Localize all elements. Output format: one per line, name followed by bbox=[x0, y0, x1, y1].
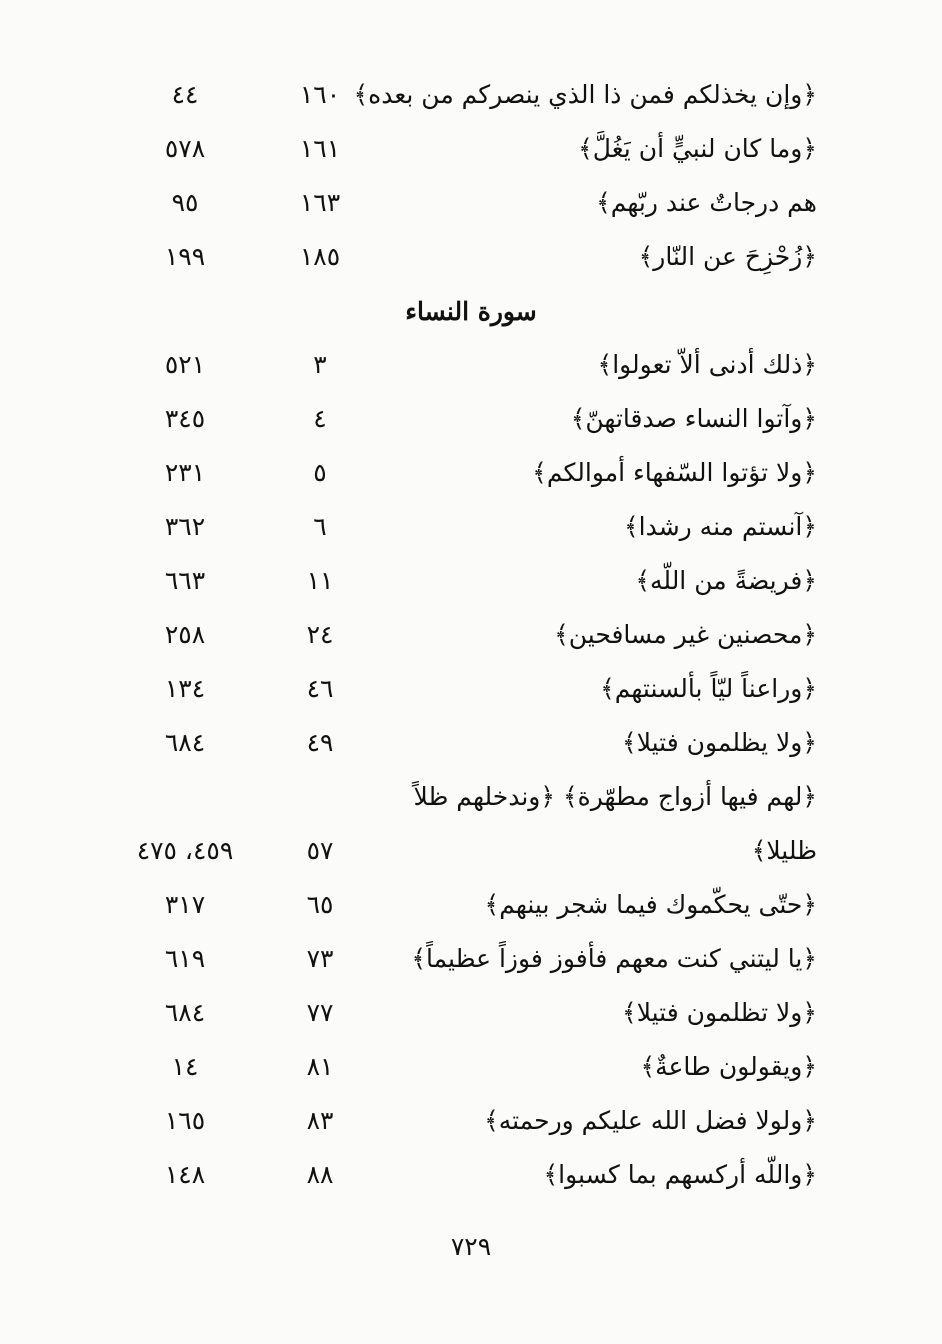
verse-text: ﴿آنستم منه رشدا﴾ bbox=[623, 512, 817, 541]
ayah-number: ٥٧ bbox=[306, 836, 334, 865]
index-row bbox=[0, 122, 942, 176]
page-reference: ٣٦٢ bbox=[164, 512, 206, 541]
page-reference: ٦١٩ bbox=[164, 944, 206, 973]
index-row bbox=[0, 1148, 942, 1202]
ayah-number: ٤٦ bbox=[306, 674, 334, 703]
index-row bbox=[0, 392, 942, 446]
verse-text: ﴿وراعناً ليّاً بألسنتهم﴾ bbox=[600, 674, 817, 703]
page-reference: ٢٥٨ bbox=[164, 620, 206, 649]
verse-text: هم درجاتٌ عند ربّهم﴾ bbox=[596, 188, 817, 217]
verse-text: ﴿لهم فيها أزواج مطهّرة﴾ ﴿وندخلهم ظلاً bbox=[413, 782, 817, 811]
ayah-number: ٥ bbox=[313, 458, 327, 487]
page-reference: ٤٤ bbox=[171, 80, 199, 109]
verse-text: ﴿ذلك أدنى ألاّ تعولوا﴾ bbox=[597, 350, 817, 379]
page-reference: ٢٣١ bbox=[164, 458, 206, 487]
index-row bbox=[0, 554, 942, 608]
index-row bbox=[0, 338, 942, 392]
surah-heading: سورة النساء bbox=[405, 297, 537, 326]
index-row bbox=[0, 176, 942, 230]
index-row bbox=[0, 1094, 942, 1148]
verse-text: ﴿وإن يخذلكم فمن ذا الذي ينصركم من بعده﴾ bbox=[353, 80, 817, 109]
index-row bbox=[0, 68, 942, 122]
ayah-number: ٧٧ bbox=[306, 998, 334, 1027]
page-reference: ٦٨٤ bbox=[164, 998, 206, 1027]
page-reference: ٣١٧ bbox=[164, 890, 206, 919]
ayah-number: ١٦٠ bbox=[299, 80, 341, 109]
verse-text: ﴿ويقولون طاعةٌ﴾ bbox=[640, 1052, 817, 1081]
ayah-number: ٨٣ bbox=[306, 1106, 334, 1135]
page-reference: ٦٨٤ bbox=[164, 728, 206, 757]
index-row bbox=[0, 608, 942, 662]
verse-text: ﴿فريضةً من اللّه﴾ bbox=[635, 566, 817, 595]
verse-text: ﴿زُحْزِحَ عن النّار﴾ bbox=[638, 242, 817, 271]
page-reference: ٥٢١ bbox=[164, 350, 206, 379]
ayah-number: ٤٩ bbox=[306, 728, 334, 757]
index-row bbox=[0, 878, 942, 932]
verse-text: ﴿يا ليتني كنت معهم فأفوز فوزاً عظيماً﴾ bbox=[411, 944, 817, 973]
index-row bbox=[0, 500, 942, 554]
verse-text: ﴿ولولا فضل الله عليكم ورحمته﴾ bbox=[484, 1106, 817, 1135]
index-row-wrapped-line-1 bbox=[0, 770, 942, 824]
index-row bbox=[0, 662, 942, 716]
index-row bbox=[0, 1040, 942, 1094]
ayah-number: ٦٥ bbox=[306, 890, 334, 919]
ayah-number: ٧٣ bbox=[306, 944, 334, 973]
ayah-number: ٤ bbox=[313, 404, 327, 433]
ayah-number: ١١ bbox=[306, 566, 334, 595]
ayah-number: ٨١ bbox=[306, 1052, 334, 1081]
page-reference: ٦٦٣ bbox=[164, 566, 206, 595]
page-reference: ١٦٥ bbox=[164, 1106, 206, 1135]
index-row bbox=[0, 230, 942, 284]
ayah-number: ٨٨ bbox=[306, 1160, 334, 1189]
index-row bbox=[0, 986, 942, 1040]
verse-text: ﴿وآتوا النساء صدقاتهنّ﴾ bbox=[570, 404, 817, 433]
verse-text: ﴿واللّه أركسهم بما كسبوا﴾ bbox=[543, 1160, 817, 1189]
page-reference: ١٣٤ bbox=[164, 674, 206, 703]
page-reference: ٩٥ bbox=[171, 188, 199, 217]
page-reference: ٤٥٩، ٤٧٥ bbox=[136, 836, 234, 865]
index-row bbox=[0, 932, 942, 986]
page-reference: ٥٧٨ bbox=[164, 134, 206, 163]
page-reference: ١٤ bbox=[171, 1052, 199, 1081]
page-reference: ١٤٨ bbox=[164, 1160, 206, 1189]
index-row bbox=[0, 446, 942, 500]
ayah-number: ١٦٣ bbox=[299, 188, 341, 217]
ayah-number: ٦ bbox=[313, 512, 327, 541]
verse-text: ﴿وما كان لنبيٍّ أن يَغُلَّ﴾ bbox=[578, 134, 817, 163]
ayah-number: ٣ bbox=[313, 350, 327, 379]
verse-text: ﴿ولا يظلمون فتيلا﴾ bbox=[622, 728, 817, 757]
verse-text: ظليلا﴾ bbox=[751, 836, 817, 865]
page-reference: ١٩٩ bbox=[164, 242, 206, 271]
ayah-number: ١٨٥ bbox=[299, 242, 341, 271]
page-reference: ٣٤٥ bbox=[164, 404, 206, 433]
verse-text: ﴿ولا تظلمون فتيلا﴾ bbox=[622, 998, 817, 1027]
verse-text: ﴿ولا تؤتوا السّفهاء أموالكم﴾ bbox=[532, 458, 817, 487]
verse-text: ﴿محصنين غير مسافحين﴾ bbox=[554, 620, 817, 649]
index-row bbox=[0, 716, 942, 770]
ayah-number: ٢٤ bbox=[306, 620, 334, 649]
page-number: ٧٢٩ bbox=[450, 1232, 492, 1261]
verse-text: ﴿حتّى يحكّموك فيما شجر بينهم﴾ bbox=[484, 890, 817, 919]
index-row-wrapped-line-2 bbox=[0, 824, 942, 878]
ayah-number: ١٦١ bbox=[299, 134, 341, 163]
